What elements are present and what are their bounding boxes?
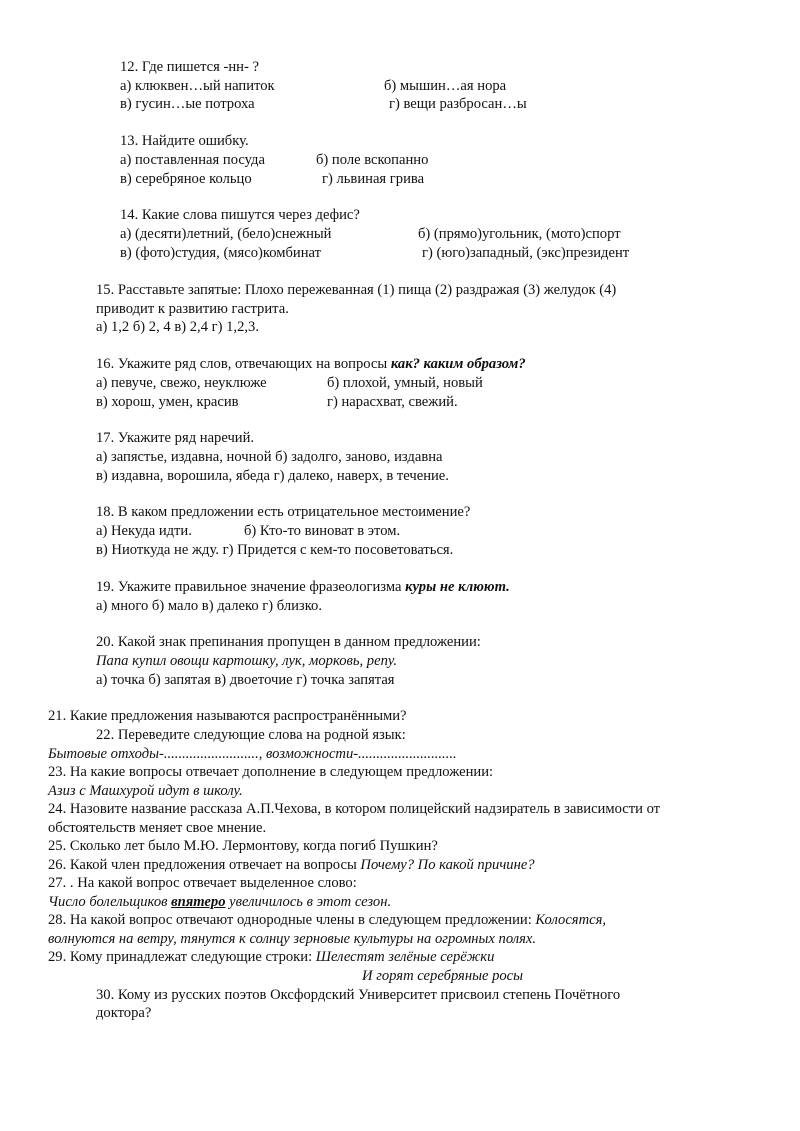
q22-title: 22. Переведите следующие слова на родной язык: bbox=[96, 727, 406, 743]
q17-options-row2: в) издавна, ворошила, ябеда г) далеко, наверх, в течение. bbox=[96, 468, 449, 484]
q29-text: 29. Кому принадлежат следующие строки: bbox=[48, 949, 316, 965]
q29 bbox=[48, 948, 494, 966]
q28-text: 28. На какой вопрос отвечают однородные члены в следующем предложении: bbox=[48, 912, 536, 928]
q19-title-emphasis: куры не клюют. bbox=[405, 579, 510, 595]
q13-option-b: б) поле вскопанно bbox=[316, 152, 429, 168]
q18-title: 18. В каком предложении есть отрицательное местоимение? bbox=[96, 504, 471, 520]
q27-sentence-start: Число болельщиков bbox=[48, 894, 172, 910]
q20-title: 20. Какой знак препинания пропущен в данном предложении: bbox=[96, 634, 481, 650]
q21: 21. Какие предложения называются распространёнными? bbox=[48, 708, 407, 724]
q30-line1: 30. Кому из русских поэтов Оксфордский Университет присвоил степень Почётного bbox=[96, 987, 621, 1003]
q17-options-row1: а) запястье, издавна, ночной б) задолго, заново, издавна bbox=[96, 449, 443, 465]
q27-sentence-end: увеличилось в этот сезон. bbox=[225, 894, 392, 910]
q12-option-d: г) вещи разбросан…ы bbox=[389, 96, 527, 112]
q13-option-a: а) поставленная посуда bbox=[120, 152, 265, 168]
q20-sentence: Папа купил овощи картошку, лук, морковь, репу. bbox=[96, 653, 398, 669]
q12-title: 12. Где пишется -нн- ? bbox=[120, 59, 259, 75]
q14-option-b: б) (прямо)угольник, (мото)спорт bbox=[418, 226, 621, 242]
q28-sentence-start: Колосятся, bbox=[535, 912, 607, 928]
q26-text: 26. Какой член предложения отвечает на вопросы bbox=[48, 857, 361, 873]
q15-line1: 15. Расставьте запятые: Плохо пережеванная (1) пища (2) раздражая (3) желудок (4) bbox=[96, 282, 617, 298]
q29-verse-line1: Шелестят зелёные серёжки bbox=[315, 949, 495, 965]
q29-verse-line2: И горят серебряные росы bbox=[362, 968, 524, 984]
q16-title-emphasis: как? каким образом? bbox=[390, 356, 526, 372]
q26 bbox=[48, 856, 535, 874]
q23-sentence: Азиз с Машхурой идут в школу. bbox=[48, 783, 243, 799]
q27-highlighted-word: впятеро bbox=[171, 894, 226, 910]
q28-line1 bbox=[48, 911, 606, 929]
q17-title: 17. Укажите ряд наречий. bbox=[96, 430, 255, 446]
q19-title bbox=[96, 578, 510, 596]
q16-option-c: в) хорош, умен, красив bbox=[96, 394, 239, 410]
q13-option-c: в) серебряное кольцо bbox=[120, 171, 252, 187]
q18-options-row2: в) Ниоткуда не жду. г) Придется с кем-то посоветоваться. bbox=[96, 542, 454, 558]
q15-options: а) 1,2 б) 2, 4 в) 2,4 г) 1,2,3. bbox=[96, 319, 259, 335]
q14-title: 14. Какие слова пишутся через дефис? bbox=[120, 207, 360, 223]
q16-title bbox=[96, 355, 526, 373]
q13-title: 13. Найдите ошибку. bbox=[120, 133, 249, 149]
q16-option-b: б) плохой, умный, новый bbox=[327, 375, 483, 391]
q16-title-text: 16. Укажите ряд слов, отвечающих на вопросы bbox=[96, 356, 391, 372]
q24-line2: обстоятельств меняет свое мнение. bbox=[48, 820, 267, 836]
q16-option-d: г) нарасхват, свежий. bbox=[327, 394, 458, 410]
q27-sentence bbox=[48, 893, 391, 911]
q18-option-a: а) Некуда идти. bbox=[96, 523, 192, 539]
q24-line1: 24. Назовите название рассказа А.П.Чехова, в котором полицейский надзиратель в зависимости от bbox=[48, 801, 661, 817]
q19-title-text: 19. Укажите правильное значение фразеологизма bbox=[96, 579, 406, 595]
q22-words: Бытовые отходы-.........................., возможности-........................... bbox=[48, 746, 457, 762]
q12-option-a: а) клюквен…ый напиток bbox=[120, 78, 275, 94]
q27-title: 27. . На какой вопрос отвечает выделенное слово: bbox=[48, 875, 357, 891]
q12-option-c: в) гусин…ые потроха bbox=[120, 96, 255, 112]
q14-option-a: а) (десяти)летний, (бело)снежный bbox=[120, 226, 332, 242]
q18-option-b: б) Кто-то виноват в этом. bbox=[244, 523, 401, 539]
q30-line2: доктора? bbox=[96, 1005, 152, 1021]
q25: 25. Сколько лет было М.Ю. Лермонтову, когда погиб Пушкин? bbox=[48, 838, 438, 854]
q16-option-a: а) певуче, свежо, неуклюже bbox=[96, 375, 267, 391]
q20-options: а) точка б) запятая в) двоеточие г) точка запятая bbox=[96, 672, 395, 688]
q28-line2: волнуются на ветру, тянутся к солнцу зерновые культуры на огромных полях. bbox=[48, 931, 537, 947]
q26-questions: Почему? По какой причине? bbox=[360, 857, 535, 873]
q12-option-b: б) мышин…ая нора bbox=[384, 78, 507, 94]
q19-options: а) много б) мало в) далеко г) близко. bbox=[96, 598, 322, 614]
q15-line2: приводит к развитию гастрита. bbox=[96, 301, 289, 317]
q14-option-d: г) (юго)западный, (экс)президент bbox=[422, 245, 630, 261]
q14-option-c: в) (фото)студия, (мясо)комбинат bbox=[120, 245, 322, 261]
q23-title: 23. На какие вопросы отвечает дополнение в следующем предложении: bbox=[48, 764, 494, 780]
q13-option-d: г) львиная грива bbox=[322, 171, 425, 187]
